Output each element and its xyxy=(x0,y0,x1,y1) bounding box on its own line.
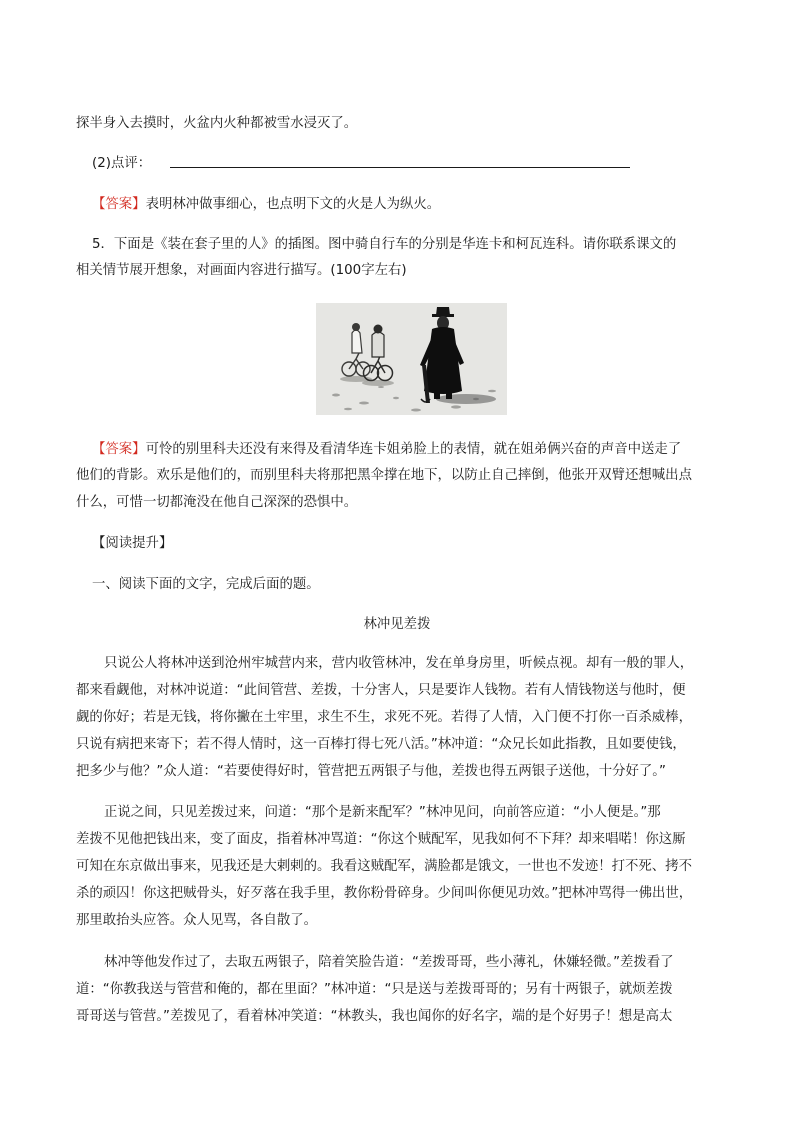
review-label: (2)点评： xyxy=(92,156,152,171)
answer-text: 可怜的别里科夫还没有来得及看清华连卡姐弟脸上的表情，就在姐弟俩兴奋的声音中送走了 xyxy=(145,442,682,457)
answer-blank-line xyxy=(170,166,630,168)
paragraph-2-line: 杀的顽囚！你这把贼骨头，好歹落在我手里，教你粉骨碎身。少间叫你便见功效。”把林冲骂得一佛出世， xyxy=(76,886,693,901)
answer-1 xyxy=(92,196,737,214)
answer-2-line-1 xyxy=(92,441,737,459)
answer-tag: 【答案】 xyxy=(92,197,146,212)
paragraph-1-line: 只说有病把来寄下；若不得人情时，这一百棒打得七死八活。”林冲道：“众兄长如此指教，且如要使钱， xyxy=(76,737,686,752)
answer-tag: 【答案】 xyxy=(92,442,146,457)
paragraph-1-line: 只说公人将林冲送到沧州牢城营内来，营内收管林冲，发在单身房里，听候点视。却有一般的罪人， xyxy=(104,656,694,671)
question-5-line-2: 相关情节展开想象，对画面内容进行描写。(100字左右) xyxy=(76,263,407,278)
illustration-cyclists-icon xyxy=(316,303,507,415)
paragraph-2-line: 正说之间，只见差拨过来，问道：“那个是新来配军？”林冲见问，向前答应道：“小人便是。”那 xyxy=(104,805,661,820)
question-5-line-1: 5．下面是《装在套子里的人》的插图。图中骑自行车的分别是华连卡和柯瓦连科。请你联系课文的 xyxy=(92,237,677,252)
answer-2-line-2: 他们的背影。欢乐是他们的，而别里科夫将那把黑伞撑在地下，以防止自己摔倒，他张开双臂还想喊出点 xyxy=(76,468,692,483)
paragraph-3-line: 道：“你教我送与管营和俺的，都在里面？”林冲道：“只是送与差拨哥哥的；另有十两银子，就烦差拨 xyxy=(76,982,673,997)
paragraph-1-line: 把多少与他？”众人道：“若要使得好时，管营把五两银子与他，差拨也得五两银子送他，十分好了。” xyxy=(76,764,666,779)
answer-2-line-3: 什么，可惜一切都淹没在他自己深深的恐惧中。 xyxy=(76,495,358,510)
paragraph-2-line: 那里敢抬头应答。众人见骂，各自散了。 xyxy=(76,913,318,928)
paragraph-3-line: 哥哥送与管营。”差拨见了，看着林冲笑道：“林教头，我也闻你的好名字，端的是个好男子！想是高太 xyxy=(76,1009,673,1024)
answer-text: 表明林冲做事细心，也点明下文的火是人为纵火。 xyxy=(145,197,441,212)
task-intro: 一、阅读下面的文字，完成后面的题。 xyxy=(92,577,320,592)
paragraph-3-line: 林冲等他发作过了，去取五两银子，陪着笑脸告道：“差拨哥哥，些小薄礼，休嫌轻微。”差拨看了 xyxy=(104,955,674,970)
passage-title: 林冲见差拨 xyxy=(363,617,431,632)
section-heading: 【阅读提升】 xyxy=(92,536,173,551)
paragraph-2-line: 可知在东京做出事来，见我还是大剌剌的。我看这贼配军，满脸都是饿文，一世也不发迹！打不死、拷不 xyxy=(76,859,692,874)
paragraph-1-line: 觑的你好；若是无钱，将你撇在土牢里，求生不生，求死不死。若得了人情，入门便不打你一百杀威棒， xyxy=(76,710,692,725)
previous-question-line: 探半身入去摸时，火盆内火种都被雪水浸灭了。 xyxy=(76,116,358,131)
paragraph-2-line: 差拨不见他把钱出来，变了面皮，指着林冲骂道：“你这个贼配军，见我如何不下拜？却来唱喏！你这厮 xyxy=(76,832,686,847)
illustration-figure xyxy=(316,303,507,415)
paragraph-1-line: 都来看觑他，对林冲说道：“此间管营、差拨，十分害人，只是要诈人钱物。若有人情钱物送与他时，便 xyxy=(76,683,686,698)
